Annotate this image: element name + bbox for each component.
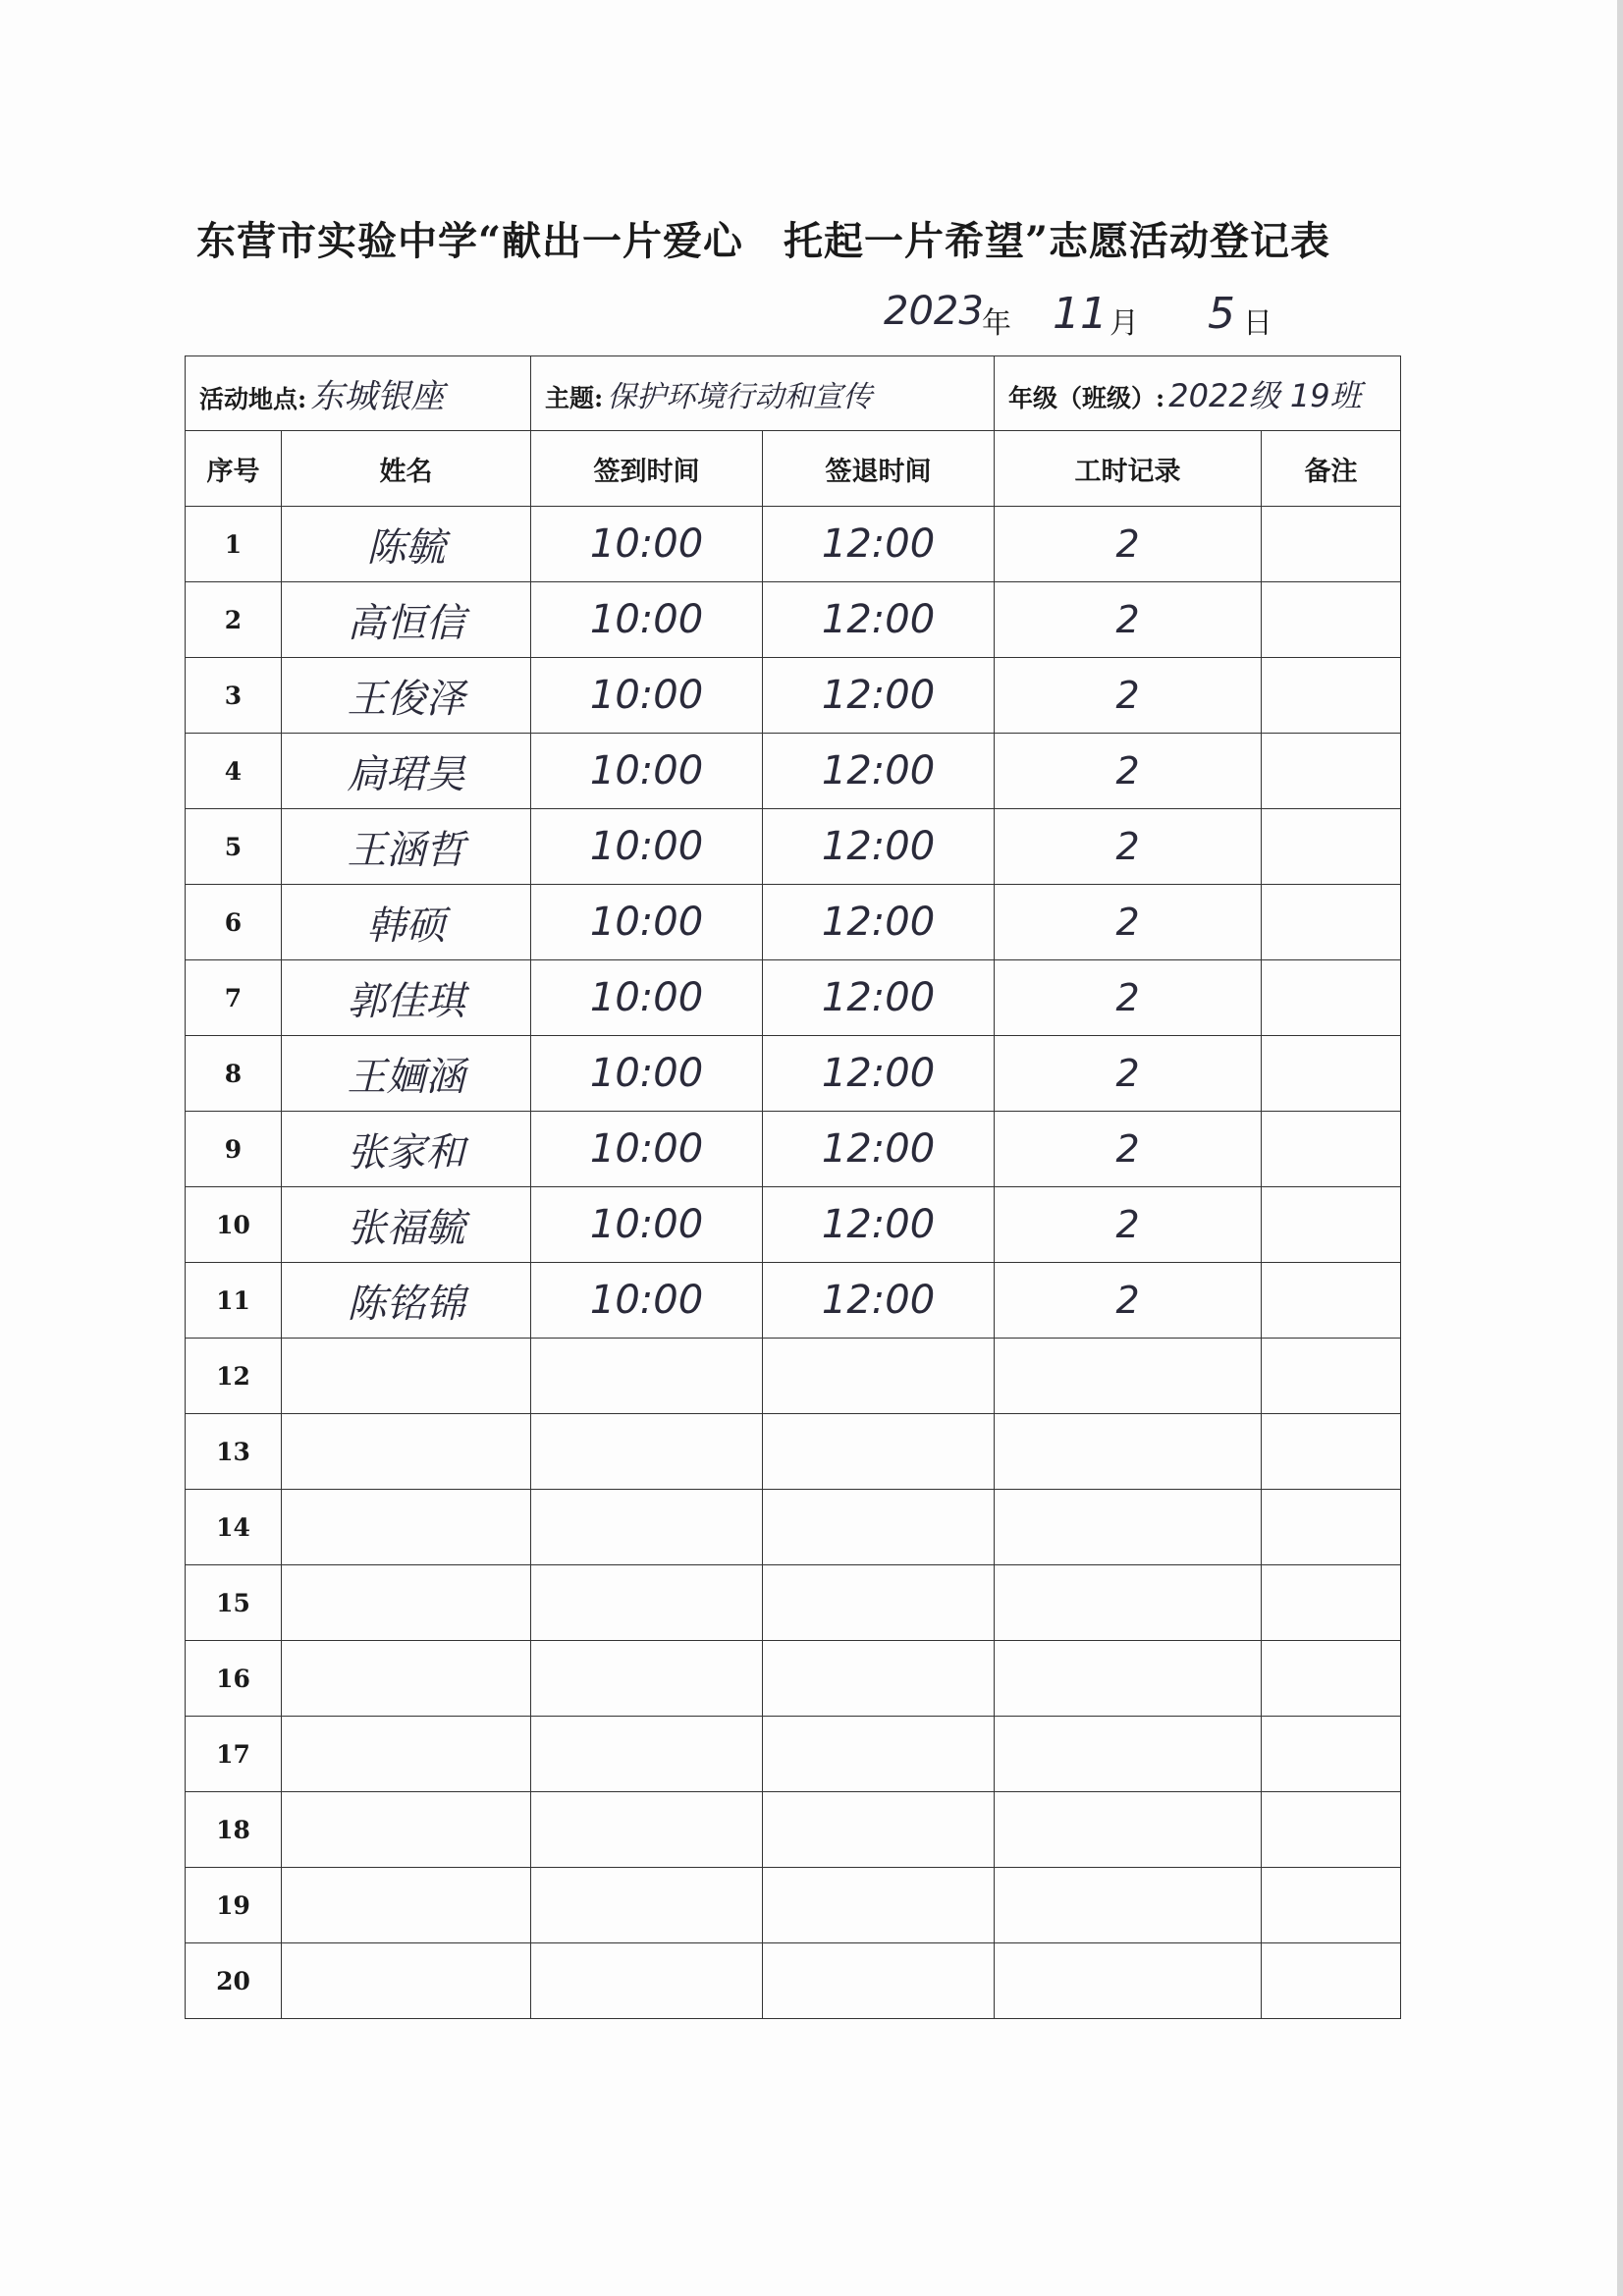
row-number: 6 bbox=[186, 885, 282, 960]
hours-cell bbox=[995, 1717, 1262, 1792]
theme-label: 主题: bbox=[545, 383, 604, 412]
remarks-cell bbox=[1262, 1565, 1401, 1641]
remarks-cell bbox=[1262, 658, 1401, 734]
sign-in-cell bbox=[531, 1490, 763, 1565]
remarks-cell bbox=[1262, 1792, 1401, 1868]
date-line bbox=[884, 289, 1434, 352]
hours-cell: 2 bbox=[995, 582, 1262, 658]
sign-in-cell: 10:00 bbox=[531, 809, 763, 885]
row-number: 3 bbox=[186, 658, 282, 734]
hours-cell: 2 bbox=[995, 507, 1262, 582]
remarks-cell bbox=[1262, 582, 1401, 658]
remarks-cell bbox=[1262, 734, 1401, 809]
remarks-cell bbox=[1262, 1036, 1401, 1112]
name-cell: 张家和 bbox=[282, 1112, 531, 1187]
theme-value: 保护环境行动和宣传 bbox=[607, 379, 873, 414]
table-row bbox=[186, 1112, 1401, 1187]
remarks-cell bbox=[1262, 885, 1401, 960]
remarks-cell bbox=[1262, 809, 1401, 885]
header-name: 姓名 bbox=[282, 431, 531, 507]
sign-in-cell bbox=[531, 1565, 763, 1641]
name-cell bbox=[282, 1792, 531, 1868]
date-month-label: 月 bbox=[1109, 306, 1139, 341]
row-number: 16 bbox=[186, 1641, 282, 1717]
name-cell bbox=[282, 1565, 531, 1641]
remarks-cell bbox=[1262, 1263, 1401, 1339]
remarks-cell bbox=[1262, 1339, 1401, 1414]
hours-cell: 2 bbox=[995, 1036, 1262, 1112]
scan-edge bbox=[1617, 0, 1623, 2296]
row-number: 12 bbox=[186, 1339, 282, 1414]
hours-cell: 2 bbox=[995, 734, 1262, 809]
sign-in-cell: 10:00 bbox=[531, 1036, 763, 1112]
table-row bbox=[186, 734, 1401, 809]
remarks-cell bbox=[1262, 1414, 1401, 1490]
name-cell: 王俊泽 bbox=[282, 658, 531, 734]
header-sign-in: 签到时间 bbox=[531, 431, 763, 507]
hours-cell bbox=[995, 1339, 1262, 1414]
sign-in-cell bbox=[531, 1792, 763, 1868]
registration-table bbox=[185, 355, 1401, 2019]
name-cell: 王婳涵 bbox=[282, 1036, 531, 1112]
name-cell bbox=[282, 1868, 531, 1943]
table-row bbox=[186, 507, 1401, 582]
sign-in-cell bbox=[531, 1868, 763, 1943]
remarks-cell bbox=[1262, 1112, 1401, 1187]
sign-in-cell: 10:00 bbox=[531, 1263, 763, 1339]
table-row bbox=[186, 1641, 1401, 1717]
remarks-cell bbox=[1262, 507, 1401, 582]
hours-cell: 2 bbox=[995, 1187, 1262, 1263]
sign-out-cell bbox=[763, 1490, 995, 1565]
sign-in-cell: 10:00 bbox=[531, 1187, 763, 1263]
hours-cell: 2 bbox=[995, 658, 1262, 734]
sign-out-cell: 12:00 bbox=[763, 809, 995, 885]
sign-in-cell bbox=[531, 1641, 763, 1717]
sign-out-cell: 12:00 bbox=[763, 582, 995, 658]
name-cell bbox=[282, 1641, 531, 1717]
row-number: 7 bbox=[186, 960, 282, 1036]
sign-out-cell bbox=[763, 1792, 995, 1868]
hours-cell bbox=[995, 1414, 1262, 1490]
sign-in-cell bbox=[531, 1339, 763, 1414]
remarks-cell bbox=[1262, 1717, 1401, 1792]
hours-cell bbox=[995, 1792, 1262, 1868]
row-number: 13 bbox=[186, 1414, 282, 1490]
sign-in-cell: 10:00 bbox=[531, 658, 763, 734]
sign-in-cell bbox=[531, 1717, 763, 1792]
name-cell: 陈毓 bbox=[282, 507, 531, 582]
sign-out-cell bbox=[763, 1414, 995, 1490]
date-day-value: 5 bbox=[1208, 289, 1235, 339]
hours-cell bbox=[995, 1868, 1262, 1943]
table-row bbox=[186, 658, 1401, 734]
sign-out-cell: 12:00 bbox=[763, 658, 995, 734]
location-label: 活动地点: bbox=[199, 385, 307, 413]
row-number: 15 bbox=[186, 1565, 282, 1641]
sign-out-cell bbox=[763, 1641, 995, 1717]
name-cell bbox=[282, 1414, 531, 1490]
row-number: 4 bbox=[186, 734, 282, 809]
sign-in-cell: 10:00 bbox=[531, 960, 763, 1036]
sign-in-cell: 10:00 bbox=[531, 885, 763, 960]
table-row bbox=[186, 1868, 1401, 1943]
name-cell: 韩硕 bbox=[282, 885, 531, 960]
name-cell bbox=[282, 1717, 531, 1792]
header-hours: 工时记录 bbox=[995, 431, 1262, 507]
sign-out-cell: 12:00 bbox=[763, 1112, 995, 1187]
name-cell: 张福毓 bbox=[282, 1187, 531, 1263]
name-cell: 扃珺昊 bbox=[282, 734, 531, 809]
theme-cell bbox=[531, 356, 995, 431]
sign-out-cell bbox=[763, 1717, 995, 1792]
table-row bbox=[186, 1339, 1401, 1414]
hours-cell: 2 bbox=[995, 1112, 1262, 1187]
row-number: 8 bbox=[186, 1036, 282, 1112]
table-row bbox=[186, 960, 1401, 1036]
date-year-value: 2023 bbox=[884, 289, 984, 334]
sign-out-cell: 12:00 bbox=[763, 734, 995, 809]
hours-cell bbox=[995, 1641, 1262, 1717]
sign-out-cell: 12:00 bbox=[763, 1187, 995, 1263]
header-remarks: 备注 bbox=[1262, 431, 1401, 507]
name-cell: 陈铭锦 bbox=[282, 1263, 531, 1339]
table-row bbox=[186, 1187, 1401, 1263]
sign-out-cell: 12:00 bbox=[763, 1263, 995, 1339]
sign-in-cell bbox=[531, 1414, 763, 1490]
hours-cell bbox=[995, 1565, 1262, 1641]
name-cell bbox=[282, 1943, 531, 2019]
date-year-label: 年 bbox=[982, 306, 1011, 341]
grade-cell bbox=[995, 356, 1401, 431]
table-row bbox=[186, 1943, 1401, 2019]
name-cell: 郭佳琪 bbox=[282, 960, 531, 1036]
table-row bbox=[186, 582, 1401, 658]
row-number: 14 bbox=[186, 1490, 282, 1565]
remarks-cell bbox=[1262, 1187, 1401, 1263]
table-row bbox=[186, 1490, 1401, 1565]
sign-out-cell bbox=[763, 1565, 995, 1641]
remarks-cell bbox=[1262, 960, 1401, 1036]
header-row bbox=[186, 431, 1401, 507]
info-row bbox=[186, 356, 1401, 431]
name-cell: 王涵哲 bbox=[282, 809, 531, 885]
table-row bbox=[186, 1414, 1401, 1490]
sign-in-cell: 10:00 bbox=[531, 1112, 763, 1187]
sign-out-cell: 12:00 bbox=[763, 885, 995, 960]
sign-in-cell: 10:00 bbox=[531, 507, 763, 582]
sign-out-cell bbox=[763, 1868, 995, 1943]
sign-in-cell: 10:00 bbox=[531, 734, 763, 809]
date-day-label: 日 bbox=[1243, 306, 1272, 341]
sign-out-cell bbox=[763, 1943, 995, 2019]
sign-in-cell: 10:00 bbox=[531, 582, 763, 658]
name-cell bbox=[282, 1490, 531, 1565]
sign-out-cell: 12:00 bbox=[763, 1036, 995, 1112]
row-number: 2 bbox=[186, 582, 282, 658]
remarks-cell bbox=[1262, 1490, 1401, 1565]
table-row bbox=[186, 1263, 1401, 1339]
hours-cell: 2 bbox=[995, 809, 1262, 885]
row-number: 20 bbox=[186, 1943, 282, 2019]
location-value: 东城银座 bbox=[310, 377, 445, 416]
row-number: 17 bbox=[186, 1717, 282, 1792]
hours-cell: 2 bbox=[995, 885, 1262, 960]
sign-out-cell bbox=[763, 1339, 995, 1414]
remarks-cell bbox=[1262, 1868, 1401, 1943]
row-number: 5 bbox=[186, 809, 282, 885]
name-cell: 高恒信 bbox=[282, 582, 531, 658]
row-number: 18 bbox=[186, 1792, 282, 1868]
hours-cell bbox=[995, 1490, 1262, 1565]
header-no: 序号 bbox=[186, 431, 282, 507]
date-month-value: 11 bbox=[1053, 289, 1108, 339]
table-row bbox=[186, 1036, 1401, 1112]
row-number: 9 bbox=[186, 1112, 282, 1187]
form-title: 东营市实验中学“献出一片爱心 托起一片希望”志愿活动登记表 bbox=[196, 218, 1331, 264]
table-row bbox=[186, 809, 1401, 885]
row-number: 1 bbox=[186, 507, 282, 582]
name-cell bbox=[282, 1339, 531, 1414]
sign-out-cell: 12:00 bbox=[763, 507, 995, 582]
hours-cell bbox=[995, 1943, 1262, 2019]
sign-in-cell bbox=[531, 1943, 763, 2019]
row-number: 19 bbox=[186, 1868, 282, 1943]
location-cell bbox=[186, 356, 531, 431]
hours-cell: 2 bbox=[995, 1263, 1262, 1339]
row-number: 10 bbox=[186, 1187, 282, 1263]
grade-value: 2022级 19班 bbox=[1168, 376, 1362, 414]
table-row bbox=[186, 1565, 1401, 1641]
remarks-cell bbox=[1262, 1641, 1401, 1717]
sign-out-cell: 12:00 bbox=[763, 960, 995, 1036]
row-number: 11 bbox=[186, 1263, 282, 1339]
header-sign-out: 签退时间 bbox=[763, 431, 995, 507]
table-row bbox=[186, 1717, 1401, 1792]
table-row bbox=[186, 885, 1401, 960]
hours-cell: 2 bbox=[995, 960, 1262, 1036]
grade-label: 年级（班级）: bbox=[1008, 383, 1165, 412]
remarks-cell bbox=[1262, 1943, 1401, 2019]
table-row bbox=[186, 1792, 1401, 1868]
